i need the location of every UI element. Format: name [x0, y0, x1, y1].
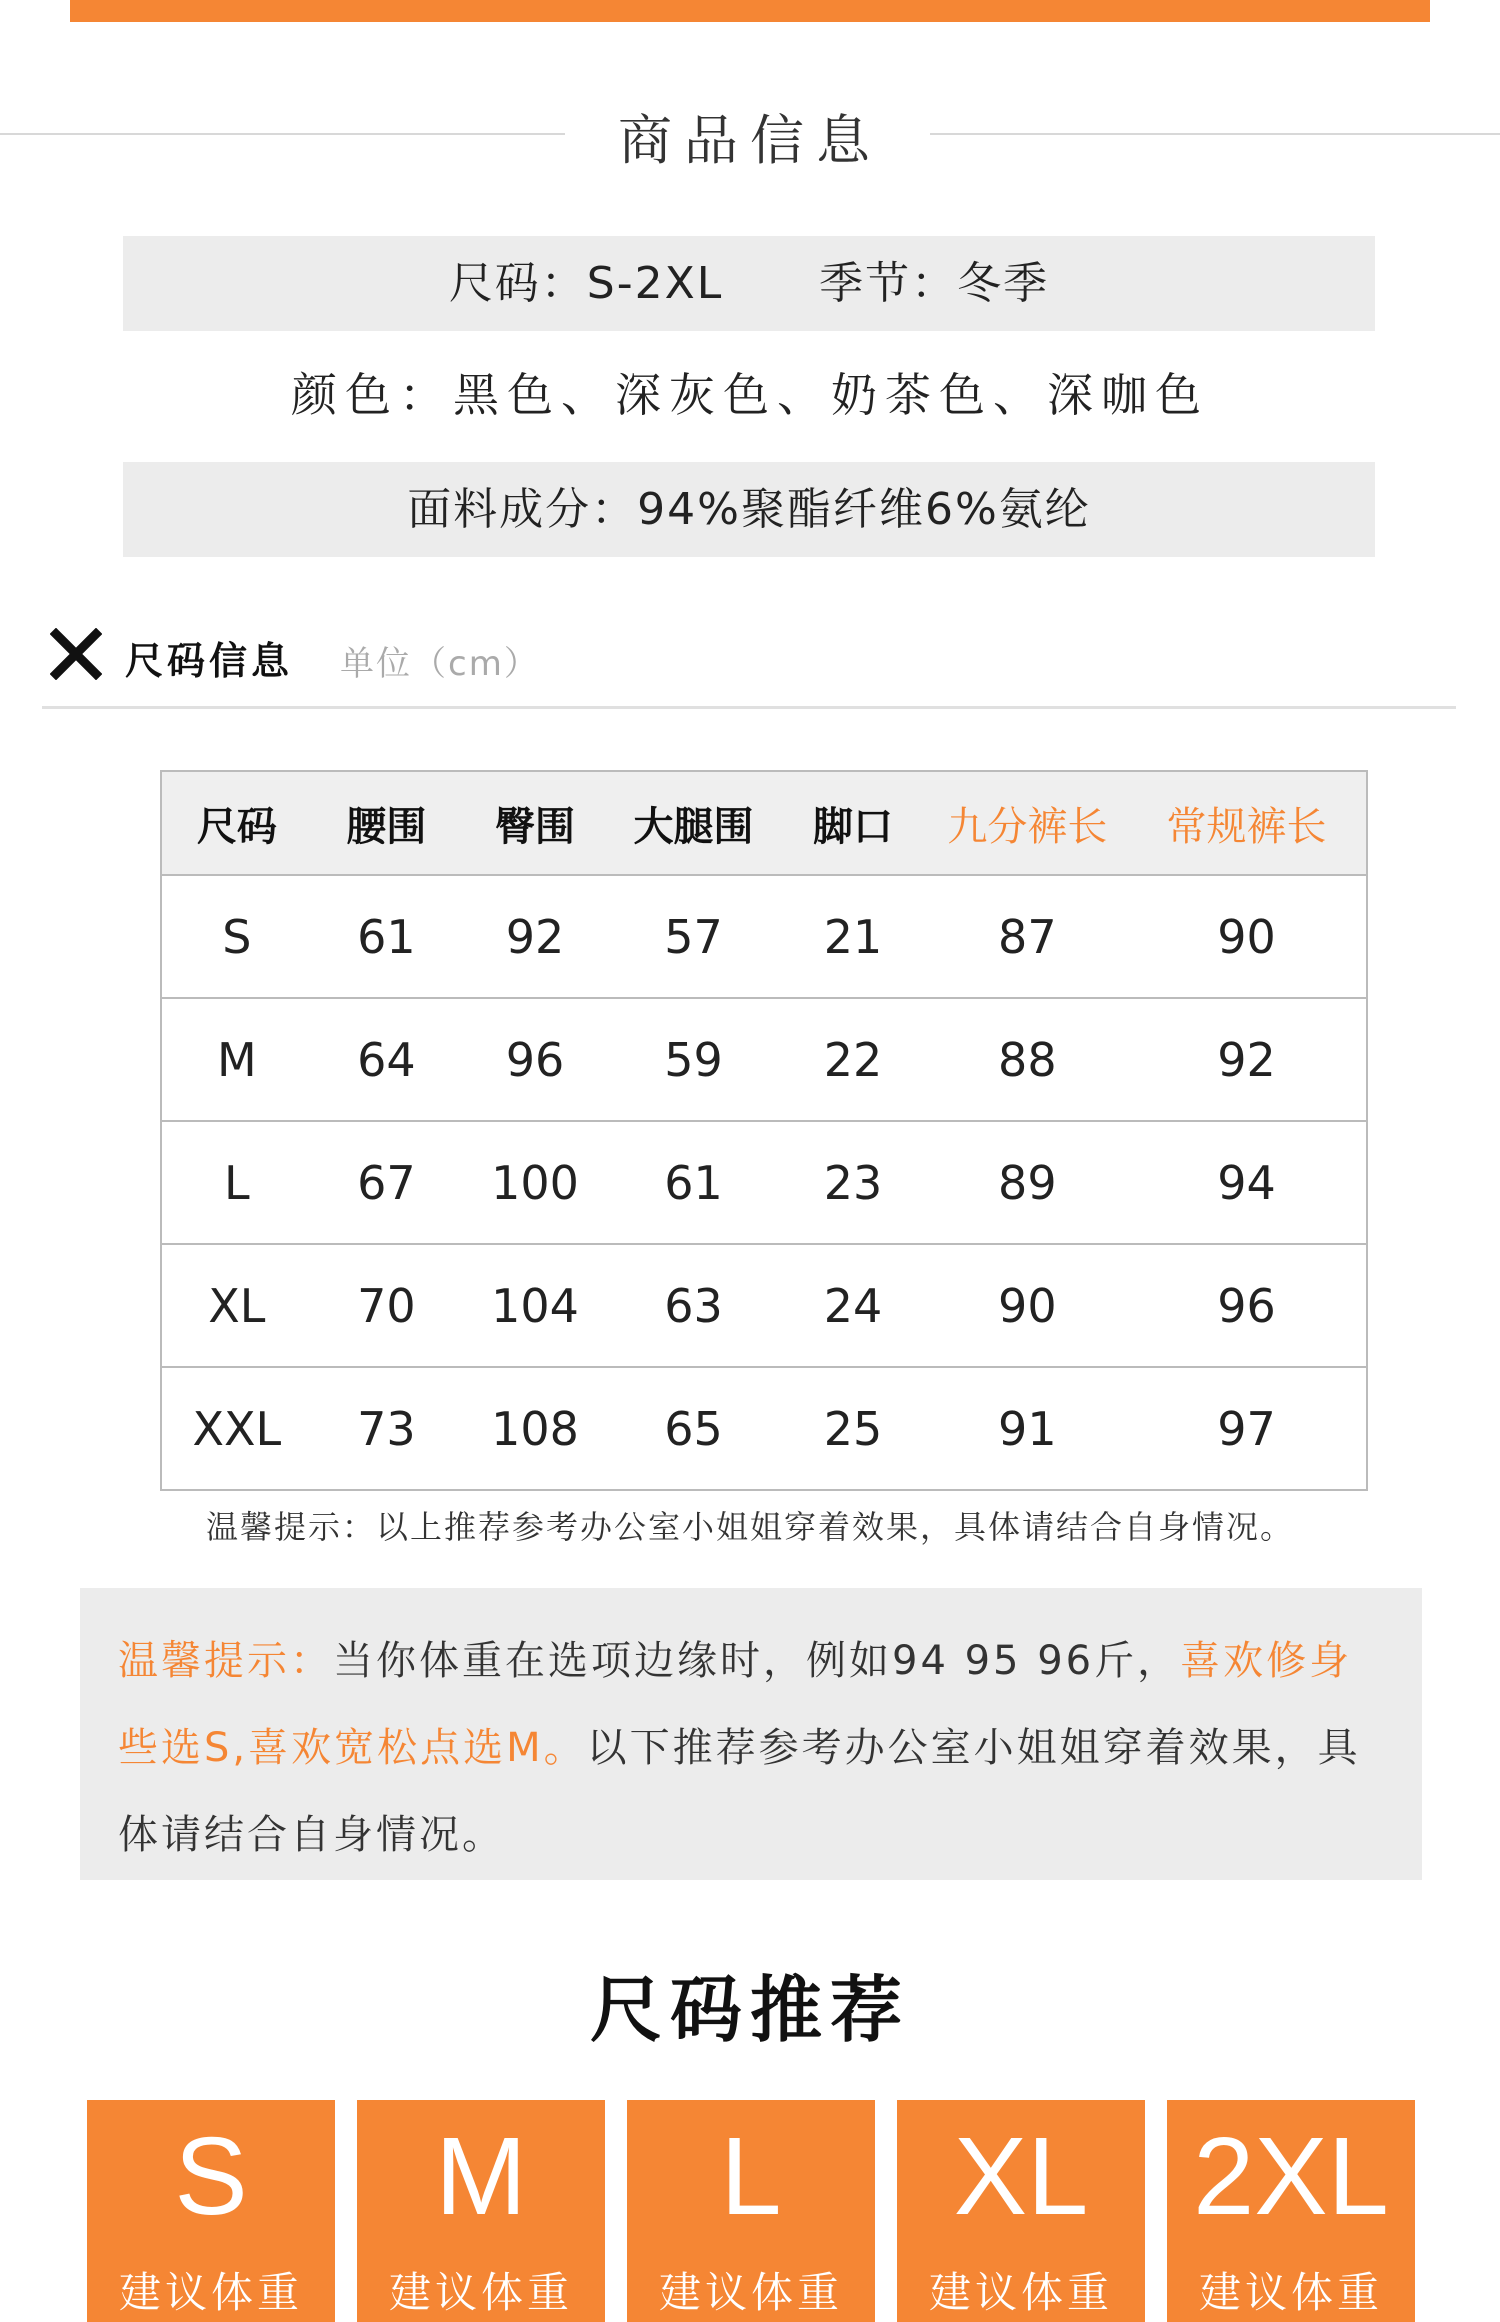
table-cell: 88 — [928, 998, 1127, 1121]
size-info-divider — [42, 706, 1456, 709]
header-hip: 臀围 — [461, 771, 609, 875]
table-cell: 21 — [778, 875, 928, 998]
table-row — [161, 1121, 1367, 1244]
table-cell: 59 — [609, 998, 778, 1121]
recommend-label: 建议体重 — [118, 2268, 303, 2317]
size-info-unit: 单位（cm） — [340, 644, 540, 684]
spec-fabric: 面料成分：94%聚酯纤维6%氨纶 — [407, 484, 1091, 535]
tip-box-text1: 当你体重在选项边缘时，例如94 95 96斤， — [333, 1638, 1181, 1684]
header-regular-length: 常规裤长 — [1127, 771, 1367, 875]
recommend-card-2xl — [1167, 2100, 1415, 2322]
table-cell: 23 — [778, 1121, 928, 1244]
header-hem: 脚口 — [778, 771, 928, 875]
table-cell: 25 — [778, 1367, 928, 1490]
table-cell: 90 — [928, 1244, 1127, 1367]
tip-small: 温馨提示：以上推荐参考办公室小姐姐穿着效果，具体请结合自身情况。 — [205, 1508, 1294, 1546]
recommend-label: 建议体重 — [1198, 2268, 1383, 2317]
table-cell: M — [161, 998, 312, 1121]
table-cell: 57 — [609, 875, 778, 998]
size-info-title: 尺码信息 — [125, 639, 294, 683]
tip-box-highlight: 喜欢修身些选S,喜欢宽松点选M。 — [118, 1638, 1353, 1771]
recommend-card-l — [627, 2100, 875, 2322]
table-cell: 108 — [461, 1367, 609, 1490]
table-cell: 94 — [1127, 1121, 1367, 1244]
table-cell: 87 — [928, 875, 1127, 998]
table-cell: XXL — [161, 1367, 312, 1490]
table-cell: 96 — [461, 998, 609, 1121]
recommend-card-xl — [897, 2100, 1145, 2322]
close-x-icon — [50, 628, 102, 680]
table-header-row — [161, 771, 1367, 875]
table-cell: 89 — [928, 1121, 1127, 1244]
table-row — [161, 998, 1367, 1121]
recommend-label: 建议体重 — [658, 2268, 843, 2317]
table-cell: 92 — [1127, 998, 1367, 1121]
table-row — [161, 1244, 1367, 1367]
table-cell: 64 — [312, 998, 462, 1121]
spec-band-size-season — [123, 236, 1375, 331]
recommend-label: 建议体重 — [388, 2268, 573, 2317]
section-title: 商品信息 — [618, 109, 882, 172]
table-cell: 63 — [609, 1244, 778, 1367]
table-cell: 96 — [1127, 1244, 1367, 1367]
table-cell: 91 — [928, 1367, 1127, 1490]
table-cell: XL — [161, 1244, 312, 1367]
table-cell: 61 — [609, 1121, 778, 1244]
recommend-size: M — [435, 2115, 527, 2238]
table-cell: 104 — [461, 1244, 609, 1367]
table-cell: 67 — [312, 1121, 462, 1244]
recommend-size: S — [174, 2115, 248, 2238]
table-cell: 61 — [312, 875, 462, 998]
size-table — [160, 770, 1368, 1491]
table-row — [161, 1367, 1367, 1490]
recommend-card-m — [357, 2100, 605, 2322]
table-cell: 97 — [1127, 1367, 1367, 1490]
tip-box — [80, 1588, 1422, 1880]
header-ankle-length: 九分裤长 — [928, 771, 1127, 875]
table-cell: 90 — [1127, 875, 1367, 998]
table-cell: 65 — [609, 1367, 778, 1490]
table-cell: 100 — [461, 1121, 609, 1244]
spec-band-fabric — [123, 462, 1375, 557]
table-cell: 24 — [778, 1244, 928, 1367]
top-accent-bar — [70, 0, 1430, 22]
header-thigh: 大腿围 — [609, 771, 778, 875]
table-cell: 22 — [778, 998, 928, 1121]
recommend-size: 2XL — [1193, 2115, 1389, 2238]
table-cell: 70 — [312, 1244, 462, 1367]
table-cell: L — [161, 1121, 312, 1244]
tip-box-label: 温馨提示： — [118, 1638, 333, 1684]
table-cell: 92 — [461, 875, 609, 998]
header-size: 尺码 — [161, 771, 312, 875]
table-cell: 73 — [312, 1367, 462, 1490]
recommend-label: 建议体重 — [928, 2268, 1113, 2317]
tip-box-text2: 以下推荐参考办公室小姐姐穿着效果，具体请结合自身情况。 — [118, 1725, 1361, 1858]
recommend-size: L — [720, 2115, 782, 2238]
recommend-card-s — [87, 2100, 335, 2322]
recommend-title: 尺码推荐 — [589, 1968, 910, 2052]
table-row — [161, 875, 1367, 998]
spec-colors: 颜色：黑色、深灰色、奶茶色、深咖色 — [291, 368, 1209, 422]
header-waist: 腰围 — [312, 771, 462, 875]
spec-size-season: 尺码：S-2XL 季节：冬季 — [448, 258, 1050, 309]
table-cell: S — [161, 875, 312, 998]
recommend-size: XL — [953, 2115, 1089, 2238]
